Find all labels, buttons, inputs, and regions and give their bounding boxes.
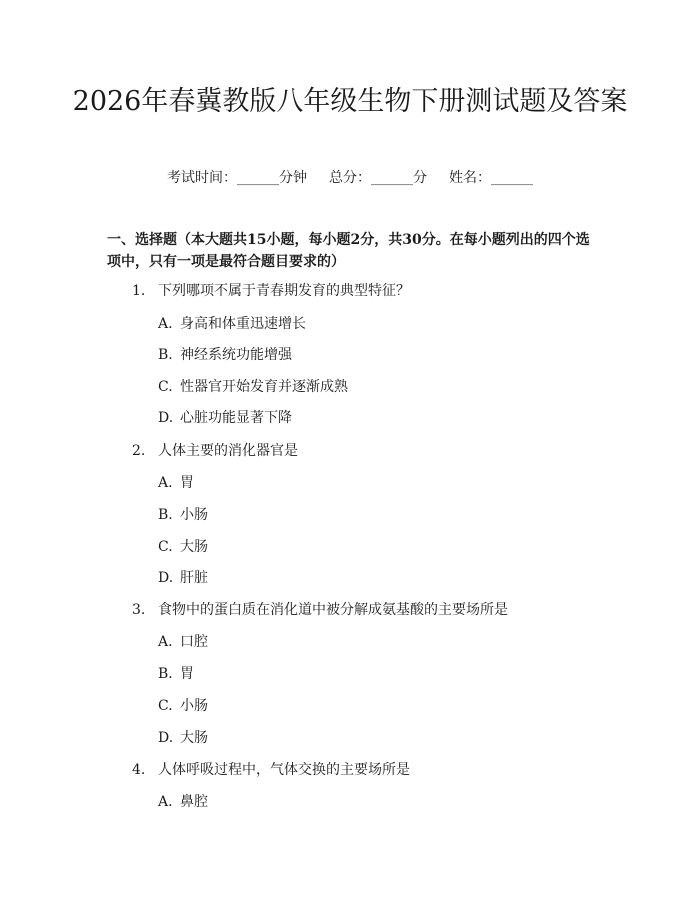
question-2 — [132, 441, 298, 461]
option-2-b — [158, 505, 208, 525]
option-1-d — [158, 408, 292, 428]
option-text: 大肠 — [180, 539, 208, 555]
option-letter: C. — [158, 539, 173, 555]
option-letter: B. — [158, 507, 173, 523]
option-text: 心脏功能显著下降 — [180, 410, 292, 426]
option-letter: B. — [158, 666, 173, 682]
option-letter: B. — [158, 347, 173, 363]
question-number: 3. — [132, 602, 146, 618]
option-1-b — [158, 345, 292, 365]
option-text: 身高和体重迅速增长 — [180, 316, 306, 332]
option-text: 口腔 — [180, 634, 208, 650]
option-2-a — [158, 473, 194, 493]
question-text: 人体主要的消化器官是 — [158, 443, 298, 459]
question-4 — [132, 760, 410, 780]
option-letter: C. — [158, 698, 173, 714]
option-letter: A. — [158, 475, 173, 491]
option-letter: D. — [158, 570, 174, 586]
option-2-c — [158, 537, 208, 557]
question-3 — [132, 600, 508, 620]
option-text: 小肠 — [180, 698, 208, 714]
exam-time-field: 考试时间：______分钟 — [167, 170, 307, 186]
exam-info-line — [0, 168, 700, 188]
question-text: 食物中的蛋白质在消化道中被分解成氨基酸的主要场所是 — [158, 602, 508, 618]
option-text: 肝脏 — [180, 570, 208, 586]
section-heading: 一、选择题（本大题共15小题，每小题2分，共30分。在每小题列出的四个选项中，只有一项是最符合题目要求的） — [107, 232, 590, 270]
option-letter: A. — [158, 634, 173, 650]
option-text: 胃 — [180, 666, 194, 682]
question-number: 1. — [132, 283, 146, 299]
option-4-a — [158, 792, 208, 812]
option-text: 大肠 — [180, 730, 208, 746]
option-text: 小肠 — [180, 507, 208, 523]
option-letter: C. — [158, 379, 173, 395]
option-1-a — [158, 314, 306, 334]
document-title: 2026年春冀教版八年级生物下册测试题及答案 — [72, 86, 628, 117]
question-text: 人体呼吸过程中，气体交换的主要场所是 — [158, 762, 410, 778]
option-letter: D. — [158, 730, 174, 746]
question-number: 2. — [132, 443, 146, 459]
option-3-c — [158, 696, 208, 716]
option-text: 神经系统功能增强 — [180, 347, 292, 363]
option-letter: A. — [158, 794, 173, 810]
option-3-a — [158, 632, 208, 652]
option-2-d — [158, 568, 208, 588]
option-1-c — [158, 377, 348, 397]
question-1 — [132, 281, 410, 301]
student-name-field: 姓名：______ — [449, 170, 533, 186]
option-3-d — [158, 728, 208, 748]
question-number: 4. — [132, 762, 146, 778]
option-text: 胃 — [180, 475, 194, 491]
option-text: 鼻腔 — [180, 794, 208, 810]
option-letter: A. — [158, 316, 173, 332]
option-text: 性器官开始发育并逐渐成熟 — [180, 379, 348, 395]
option-3-b — [158, 664, 194, 684]
option-letter: D. — [158, 410, 174, 426]
total-score-field: 总分：______分 — [329, 170, 427, 186]
question-text: 下列哪项不属于青春期发育的典型特征？ — [158, 283, 410, 299]
